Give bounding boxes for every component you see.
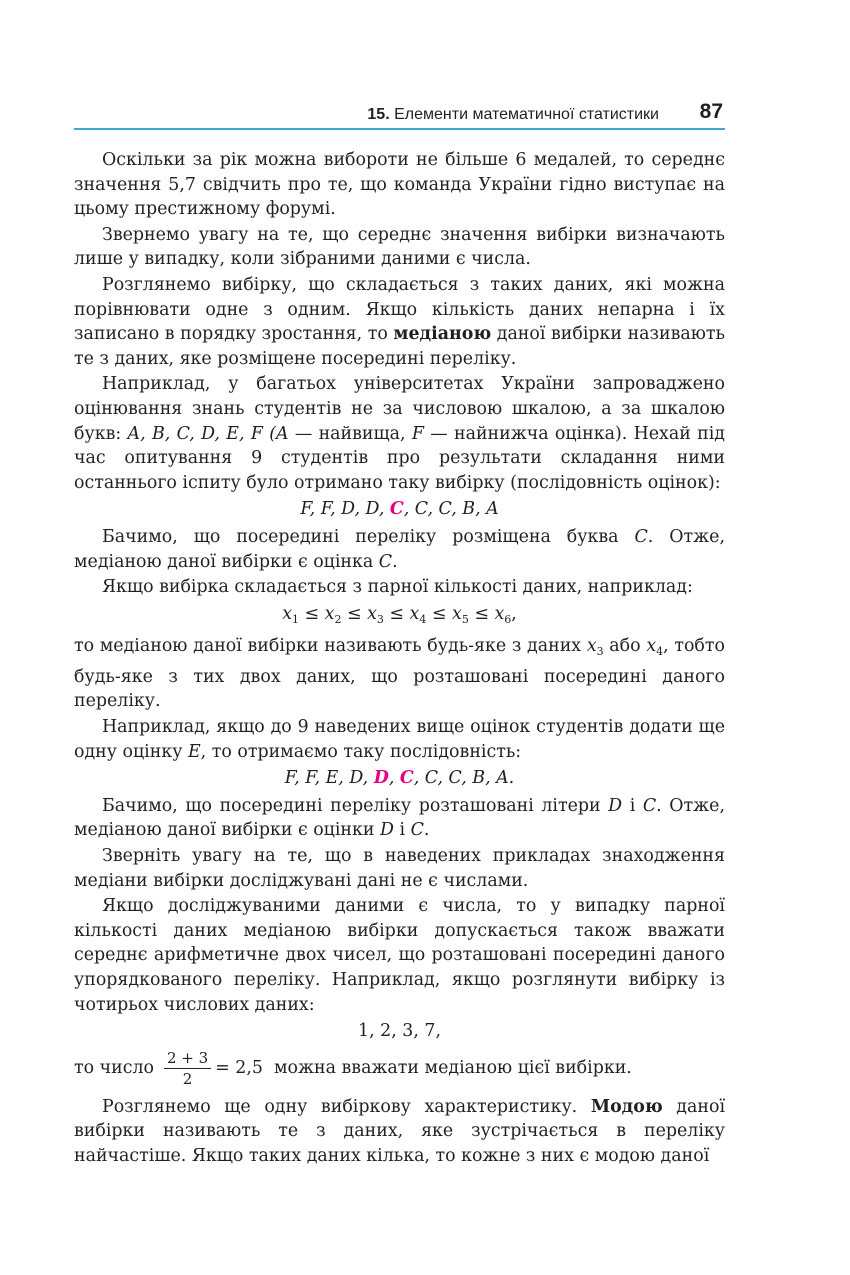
fraction-result: = 2,5 xyxy=(215,1057,263,1078)
sequence-2 xyxy=(74,766,725,791)
paragraph-8 xyxy=(74,715,725,764)
paragraph-1: Оскільки за рік можна вибороти не більше 6 медалей, то середнє значення 5,7 свідчить про те, що команда України гідно виступає на цьому престижному форумі. xyxy=(74,150,725,220)
text-run: . Отже, медіаною даної вибірки є оцінки xyxy=(74,795,725,841)
page-body xyxy=(74,148,725,1169)
section-number: 15. xyxy=(367,106,390,123)
var-x: x xyxy=(367,603,377,624)
paragraph-11: Якщо досліджуваними даними є числа, то у випадку парної кількості даних медіаною вибірки допускається також вважати середнє арифметичне двох чисел, що розташовані посередині даного упорядкованого переліку. Наприклад, якщо розглянути вибірку із чотирьох числових даних: xyxy=(74,896,725,1015)
text-run: — найвища, xyxy=(288,423,412,444)
subscript: 3 xyxy=(376,612,384,626)
paragraph-3 xyxy=(74,273,725,371)
letter: C xyxy=(642,795,657,816)
highlight-letter: D xyxy=(373,768,389,789)
letter: C xyxy=(634,526,648,547)
comma: , xyxy=(511,603,517,624)
paragraph-7 xyxy=(74,634,725,714)
letter: C xyxy=(410,820,424,841)
letter: C xyxy=(378,551,393,572)
term-median: медіаною xyxy=(393,324,492,345)
text-run: то число xyxy=(74,1057,154,1078)
sequence-3: 1, 2, 3, 7, xyxy=(358,1021,441,1042)
le-sign: ≤ xyxy=(341,603,368,624)
text-run: Бачимо, що посередині переліку розташовані літери xyxy=(102,795,609,816)
subscript: 1 xyxy=(292,612,299,626)
letter: D xyxy=(380,820,394,841)
subscript: 4 xyxy=(419,612,427,626)
le-sign: ≤ xyxy=(468,603,495,624)
seq-part: , C, C, B, A. xyxy=(413,768,515,789)
text-run: . xyxy=(423,820,430,841)
paragraph-10: Зверніть увагу на те, що в наведених прикладах знаходження медіани вибірки досліджувані дані не є числами. xyxy=(74,846,725,891)
var-x: x xyxy=(586,636,597,657)
fraction-denominator: 2 xyxy=(182,1069,193,1088)
text-run: . xyxy=(392,551,398,572)
fraction-line xyxy=(74,1048,725,1089)
text-run: можна вважати медіаною цієї вибірки. xyxy=(274,1057,632,1078)
page-number: 87 xyxy=(699,100,723,123)
text-run: Розглянемо вибірку, що складається з таких даних, які можна порівнювати одне з одним. Якщо кількість даних непарна і їх записано в порядку зростання, то xyxy=(74,274,725,345)
subscript: 3 xyxy=(596,645,604,659)
var-x: x xyxy=(452,603,462,624)
text-run: і xyxy=(622,795,643,816)
subscript: 2 xyxy=(334,612,342,626)
text-run: Розглянемо ще одну вибіркову характеристику. xyxy=(102,1096,591,1117)
text-run: — найнижча оцінка). Нехай під час опитування 9 студентів про результати складання ними останнього іспиту було отримано таку вибірку (послідовність оцінок): xyxy=(74,423,725,493)
paragraph-2: Звернемо увагу на те, що середнє значення вибірки визначають лише у випадку, коли зібраними даними є числа. xyxy=(74,224,725,270)
paragraph-4 xyxy=(74,372,725,495)
letters: A, B, C, D, E, F (A xyxy=(127,423,289,444)
sequence-1 xyxy=(74,497,725,522)
text-run: або xyxy=(603,636,647,657)
text-run: Наприклад, якщо до 9 наведених вище оцінок студентів додати ще одну оцінку xyxy=(74,717,725,762)
text-run: Наприклад, у багатьох університетах України запроваджено оцінювання знань студентів не за числовою шкалою, а за шкалою букв: xyxy=(74,374,725,444)
paragraph-6: Якщо вибірка складається з парної кількості даних, наприклад: xyxy=(102,577,693,598)
term-mode: Модою xyxy=(590,1096,663,1117)
text-run: . Отже, медіаною даної вибірки є оцінка xyxy=(74,526,725,572)
seq-part: F, F, E, D, xyxy=(284,768,374,789)
fraction xyxy=(164,1048,211,1089)
var-x: x xyxy=(324,603,335,624)
running-title xyxy=(74,106,659,124)
text-run: , то отримаємо таку послідовність: xyxy=(200,741,522,762)
fraction-numerator: 2 + 3 xyxy=(164,1048,211,1069)
text-run: даної вибірки називають те з даних, яке зустрічається в переліку найчастіше. Якщо таких даних кілька, то кожне з них є модою даної xyxy=(74,1096,726,1166)
var-x: x xyxy=(409,603,420,624)
le-sign: ≤ xyxy=(426,603,452,624)
text-run: і xyxy=(393,820,411,841)
subscript: 6 xyxy=(504,612,512,626)
inequality xyxy=(74,602,725,633)
text-run: то медіаною даної вибірки називають будь-яке з даних xyxy=(74,636,587,657)
letter: E xyxy=(187,741,201,762)
section-title: Елементи математичної статистики xyxy=(394,106,659,123)
var-x: x xyxy=(646,636,657,657)
header-rule xyxy=(74,128,725,130)
page-header xyxy=(74,98,725,130)
var-x: x xyxy=(494,603,505,624)
letter: D xyxy=(608,795,623,816)
le-sign: ≤ xyxy=(383,603,410,624)
seq-part: F, F, D, D, xyxy=(300,499,390,520)
seq-part: , C, C, B, A xyxy=(403,499,499,520)
letter: F xyxy=(411,423,424,444)
text-run: Бачимо, що посередині переліку розміщена буква xyxy=(102,526,635,547)
text-run: даної вибірки називають те з даних, яке розміщене посередині переліку. xyxy=(74,324,725,369)
var-x: x xyxy=(282,603,292,624)
le-sign: ≤ xyxy=(299,603,325,624)
text-run: , тобто будь-яке з тих двох даних, що розташовані посередині даного переліку. xyxy=(74,636,725,712)
seq-part: , xyxy=(388,768,400,789)
paragraph-5 xyxy=(74,525,725,574)
highlight-letter: C xyxy=(399,768,414,789)
paragraph-9 xyxy=(74,794,725,843)
highlight-letter: C xyxy=(389,499,404,520)
paragraph-12 xyxy=(74,1095,725,1169)
subscript: 4 xyxy=(656,645,664,659)
subscript: 5 xyxy=(461,612,469,626)
